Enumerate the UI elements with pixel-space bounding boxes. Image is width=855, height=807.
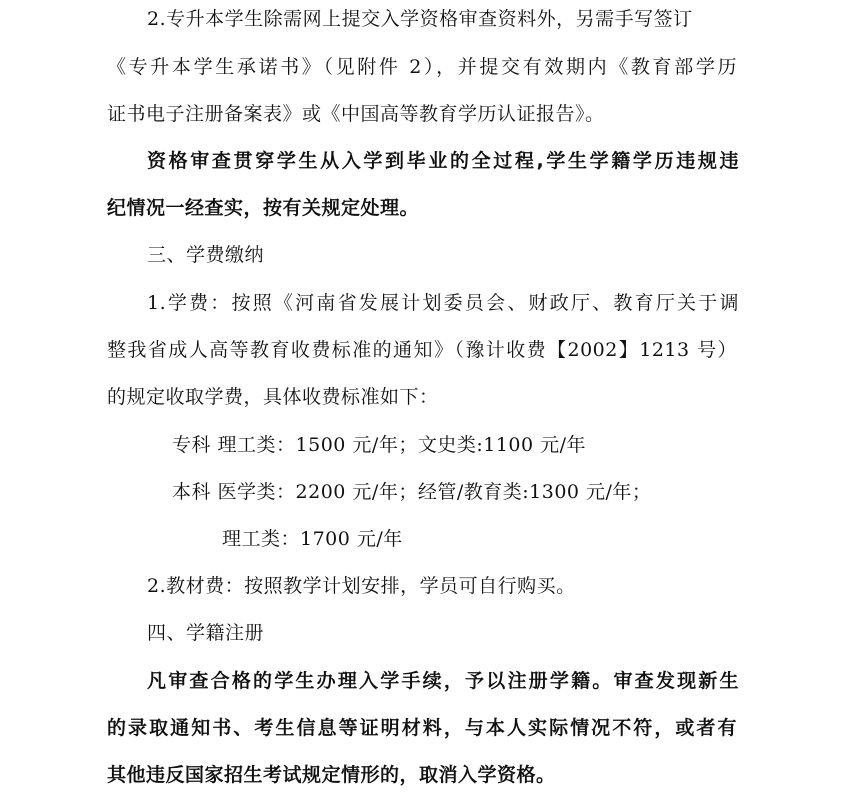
fee-benke-ligong: 理工类：1700 元/年 xyxy=(222,528,403,550)
item2-line2: 《专升本学生承诺书》（见附件 2），并提交有效期内《教育部学历 xyxy=(107,56,737,78)
section4-heading: 四、学籍注册 xyxy=(147,622,265,644)
qualification-review-bold-line2: 纪情况一经查实，按有关规定处理。 xyxy=(107,197,420,219)
textbook-fee: 2.教材费：按照教学计划安排，学员可自行购买。 xyxy=(147,575,576,597)
qualification-review-bold-line1: 资格审查贯穿学生从入学到毕业的全过程,学生学籍学历违规违 xyxy=(147,150,739,172)
item2-line3: 证书电子注册备案表》或《中国高等教育学历认证报告》。 xyxy=(107,103,605,125)
registration-bold-line2: 的录取通知书、考生信息等证明材料，与本人实际情况不符，或者有 xyxy=(107,717,737,739)
registration-bold-line3: 其他违反国家招生考试规定情形的，取消入学资格。 xyxy=(107,764,556,786)
fee-line3: 的规定收取学费，具体收费标准如下： xyxy=(107,386,439,408)
fee-zhuanke: 专科 理工类：1500 元/年；文史类:1100 元/年 xyxy=(172,434,587,456)
item2-line1: 2.专升本学生除需网上提交入学资格审查资料外，另需手写签订 xyxy=(147,8,693,30)
fee-line2: 整我省成人高等教育收费标准的通知》（豫计收费【2002】1213 号） xyxy=(107,339,737,361)
section3-heading: 三、学费缴纳 xyxy=(147,244,265,266)
fee-line1: 1.学费：按照《河南省发展计划委员会、财政厅、教育厅关于调 xyxy=(147,292,739,314)
fee-benke: 本科 医学类：2200 元/年；经管/教育类:1300 元/年； xyxy=(172,481,652,503)
registration-bold-line1: 凡审查合格的学生办理入学手续，予以注册学籍。审查发现新生 xyxy=(147,670,739,692)
